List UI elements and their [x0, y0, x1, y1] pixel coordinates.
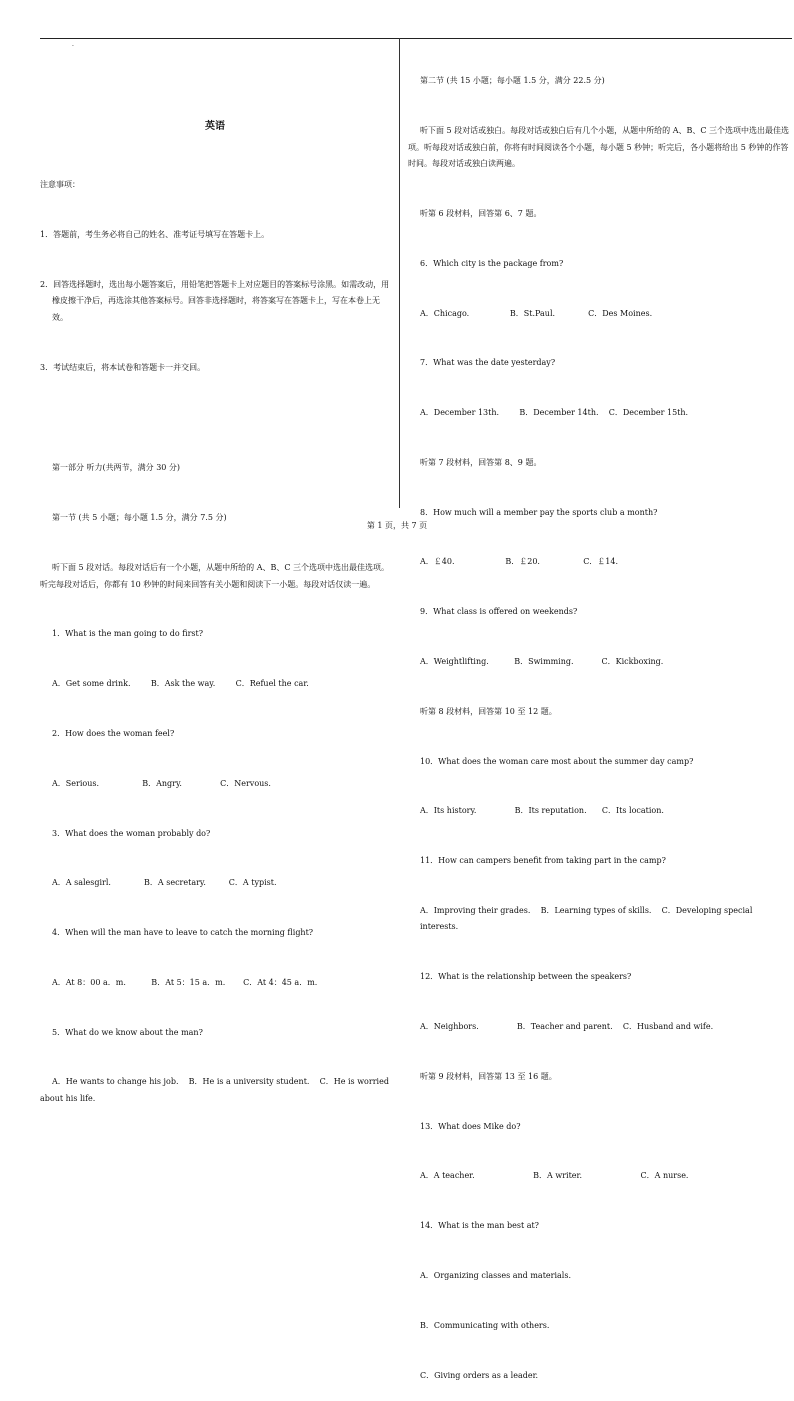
notice-2: 2．回答选择题时，选出每小题答案后，用铅笔把答题卡上对应题目的答案标号涂黑。如需改动，用橡皮擦干净后，再选涂其他答案标号。回答非选择题时，将答案写在答题卡上，写在本卷上无效。: [40, 279, 390, 322]
options-line: A．He wants to change his job. B．He is a university student. C．He is worried about his life.: [40, 1077, 392, 1104]
column-divider: [399, 38, 400, 508]
top-rule: [40, 38, 792, 39]
options-line: A．Neighbors. B．Teacher and parent. C．Husband and wife.: [420, 1022, 714, 1032]
options-line: A．Improving their grades. B．Learning types of skills. C．Developing special interests.: [420, 905, 755, 932]
question-line: 10．What does the woman care most about the summer day camp?: [420, 756, 694, 766]
question-line: 7．What was the date yesterday?: [420, 358, 556, 368]
section1-instructions: 听下面 5 段对话。每段对话后有一个小题，从题中所给的 A、B、C 三个选项中选出最佳选项。听完每段对话后，你都有 10 秒钟的时间来回答有关小题和阅读下一小题。每段对话仅读一遍。: [40, 563, 390, 589]
question-line: 4．When will the man have to leave to catch the morning flight?: [52, 928, 314, 938]
question-line: 6．Which city is the package from?: [420, 258, 564, 268]
right-column: [408, 40, 790, 1401]
options-line: A．A teacher. B．A writer. C．A nurse.: [420, 1171, 689, 1181]
question-line: 14．What is the man best at?: [420, 1221, 539, 1231]
question-line: 12．What is the relationship between the speakers?: [420, 972, 632, 982]
material-line: 听第 8 段材料，回答第 10 至 12 题。: [420, 706, 557, 716]
options-line: A．Its history. B．Its reputation. C．Its location.: [420, 806, 664, 816]
options-line: A．December 13th. B．December 14th. C．December 15th.: [420, 408, 689, 418]
spacer: [40, 409, 390, 427]
question-line: 8．How much will a member pay the sports club a month?: [420, 507, 658, 517]
material-line: 听第 6 段材料，回答第 6、7 题。: [420, 208, 542, 218]
options-line: A．At 8：00 a．m. B．At 5：15 a．m. C．At 4：45 a．m.: [52, 977, 318, 987]
option-line: B．Communicating with others.: [420, 1320, 550, 1330]
options-line: A．Chicago. B．St.Paul. C．Des Moines.: [420, 308, 653, 318]
left-column: [40, 40, 390, 1124]
material-line: 听第 9 段材料，回答第 13 至 16 题。: [420, 1071, 557, 1081]
question-line: 3．What does the woman probably do?: [52, 828, 211, 838]
page-footer: 第 1 页，共 7 页: [366, 521, 428, 530]
question-line: 2．How does the woman feel?: [52, 728, 175, 738]
option-line: C．Giving orders as a leader.: [420, 1370, 539, 1380]
question-line: 5．What do we know about the man?: [52, 1027, 203, 1037]
question-line: 11．How can campers benefit from taking part in the camp?: [420, 856, 666, 866]
options-line: A．￡40. B．￡20. C．￡14.: [420, 557, 619, 567]
options-line: A．Weightlifting. B．Swimming. C．Kickboxing.: [420, 656, 664, 666]
notice-heading: 注意事项：: [40, 179, 80, 189]
question-line: 9．What class is offered on weekends?: [420, 607, 578, 617]
section2-instructions: 听下面 5 段对话或独白。每段对话或独白后有几个小题，从题中所给的 A、B、C 三个选项中选出最佳选项。听每段对话或独白前，你将有时间阅读各个小题，每小题 5 秒钟；听完后，各小题将给出 5 秒钟的作答时间。每段对话或独白读两遍。: [408, 125, 790, 169]
exam-title: 英语: [205, 121, 225, 133]
options-line: A．Get some drink. B．Ask the way. C．Refuel the car.: [52, 679, 309, 689]
option-line: A．Organizing classes and materials.: [420, 1270, 572, 1280]
part1-heading: 第一部分 听力(共两节，满分 30 分): [52, 463, 181, 473]
section1-heading: 第一节 (共 5 小题；每小题 1.5 分，满分 7.5 分): [52, 513, 227, 523]
section2-heading: 第二节 (共 15 小题；每小题 1.5 分，满分 22.5 分): [420, 76, 605, 86]
mark-dot: ·: [72, 43, 74, 50]
notice-3: 3．考试结束后，将本试卷和答题卡一并交回。: [40, 362, 206, 372]
options-line: A．A salesgirl. B．A secretary. C．A typist.: [52, 878, 277, 888]
question-line: 1．What is the man going to do first?: [52, 629, 204, 639]
notice-1: 1．答题前，考生务必将自己的姓名、准考证号填写在答题卡上。: [40, 229, 270, 239]
question-line: 13．What does Mike do?: [420, 1121, 521, 1131]
options-line: A．Serious. B．Angry. C．Nervous.: [52, 778, 271, 788]
material-line: 听第 7 段材料，回答第 8、9 题。: [420, 457, 542, 467]
